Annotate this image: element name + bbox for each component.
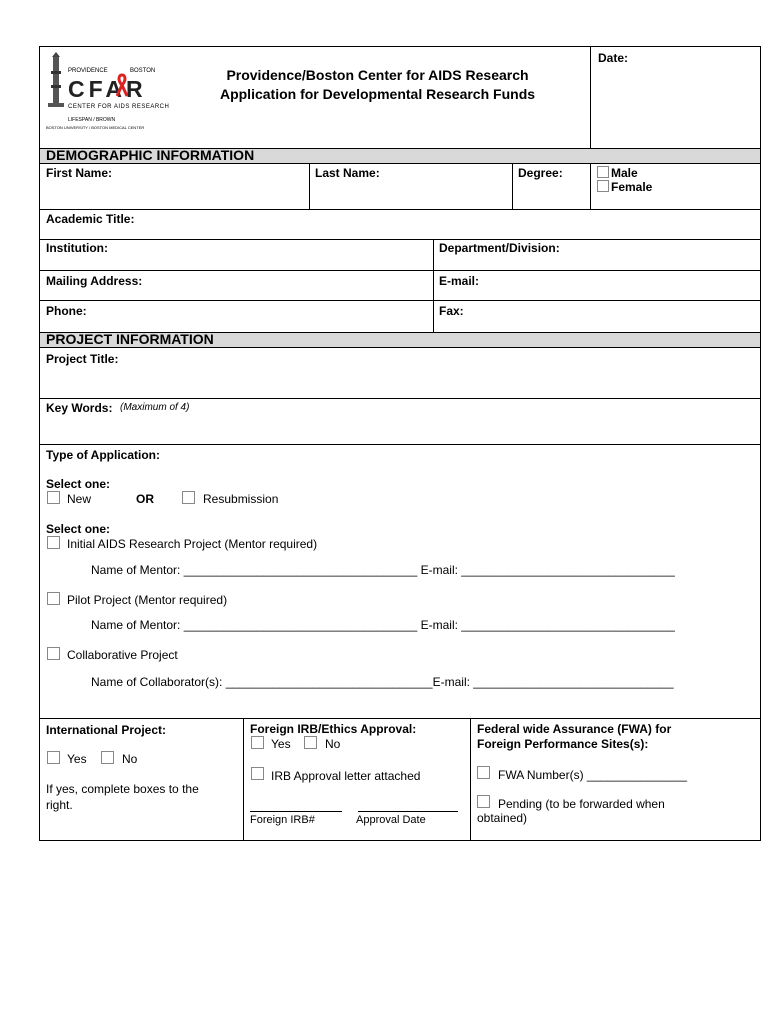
international-no-label: No: [122, 752, 138, 766]
fwa-label-line1: Federal wide Assurance (FWA) for: [477, 722, 672, 736]
approval-date-label: Approval Date: [356, 814, 426, 826]
international-yes-checkbox[interactable]: [47, 751, 60, 764]
international-yes-label: Yes: [67, 752, 87, 766]
collaborative-project-checkbox[interactable]: [47, 647, 60, 660]
international-note: If yes, complete boxes to the right.: [46, 782, 199, 812]
international-no-checkbox[interactable]: [101, 751, 114, 764]
irb-yes-checkbox[interactable]: [251, 736, 264, 749]
form-title-line2: Application for Developmental Research Funds: [219, 86, 536, 102]
logo-line2: BOSTON UNIVERSITY / BOSTON MEDICAL CENTER: [46, 125, 145, 130]
fwa-number-label[interactable]: FWA Number(s) _______________: [498, 768, 687, 782]
female-label: Female: [611, 180, 653, 194]
cfar-logo: [44, 51, 170, 133]
divider: [512, 163, 513, 210]
select-one-label: Select one:: [46, 477, 111, 491]
logo-left-text: PROVIDENCE: [68, 68, 108, 74]
collaborative-project-label: Collaborative Project: [67, 648, 178, 662]
pilot-project-label: Pilot Project (Mentor required): [67, 593, 228, 607]
irb-approval-label: Foreign IRB/Ethics Approval:: [250, 722, 417, 736]
select-one-label-2: Select one:: [46, 522, 111, 536]
initial-project-checkbox[interactable]: [47, 536, 60, 549]
pending-checkbox[interactable]: [477, 795, 490, 808]
foreign-irb-number-field[interactable]: [250, 811, 342, 812]
last-name-label[interactable]: Last Name:: [315, 166, 380, 180]
divider: [470, 718, 471, 841]
fwa-number-checkbox[interactable]: [477, 766, 490, 779]
divider: [40, 270, 760, 271]
divider: [40, 239, 760, 240]
male-checkbox[interactable]: [597, 166, 609, 178]
approval-date-field[interactable]: [358, 811, 458, 812]
new-label: New: [67, 492, 92, 506]
collaborators-line[interactable]: Name of Collaborator(s): _______________________________E-mail: ______________________________: [91, 675, 674, 689]
irb-yes-label: Yes: [271, 737, 291, 751]
mailing-address-label[interactable]: Mailing Address:: [46, 274, 143, 288]
divider: [243, 718, 244, 841]
date-divider: [590, 47, 591, 148]
institution-label[interactable]: Institution:: [46, 241, 108, 255]
type-of-application-label: Type of Application:: [46, 448, 160, 462]
divider: [40, 300, 760, 301]
divider: [40, 718, 760, 719]
department-label[interactable]: Department/Division:: [439, 241, 560, 255]
pending-label-line2: obtained): [477, 811, 528, 825]
pending-label: Pending (to be forwarded when: [498, 797, 665, 811]
academic-title-label[interactable]: Academic Title:: [46, 212, 135, 226]
divider: [590, 163, 591, 210]
logo-right-text: BOSTON: [130, 68, 156, 74]
logo-brand: CFAR: [68, 76, 147, 102]
divider: [433, 239, 434, 332]
key-words-label[interactable]: Key Words:: [46, 401, 113, 415]
irb-letter-checkbox[interactable]: [251, 767, 264, 780]
logo-subtitle: CENTER FOR AIDS RESEARCH: [68, 104, 170, 110]
application-form: [39, 46, 761, 841]
divider: [40, 398, 760, 399]
pilot-project-checkbox[interactable]: [47, 592, 60, 605]
divider: [309, 163, 310, 210]
divider: [40, 209, 760, 210]
resubmission-checkbox[interactable]: [182, 491, 195, 504]
mentor-1-line[interactable]: Name of Mentor: ___________________________________ E-mail: ________________________________: [91, 563, 675, 577]
mentor-2-line[interactable]: Name of Mentor: ___________________________________ E-mail: ________________________________: [91, 618, 675, 632]
new-checkbox[interactable]: [47, 491, 60, 504]
female-checkbox[interactable]: [597, 180, 609, 192]
or-label: OR: [136, 492, 154, 506]
phone-label[interactable]: Phone:: [46, 304, 87, 318]
date-label[interactable]: Date:: [598, 51, 629, 65]
foreign-irb-number-label: Foreign IRB#: [250, 814, 315, 826]
email-label[interactable]: E-mail:: [439, 274, 480, 288]
irb-no-checkbox[interactable]: [304, 736, 317, 749]
fwa-label-line2: Foreign Performance Sites(s):: [477, 737, 649, 751]
key-words-note: (Maximum of 4): [120, 402, 190, 413]
logo-line1: LIFESPAN / BROWN: [68, 117, 116, 123]
male-label: Male: [611, 166, 638, 180]
irb-no-label: No: [325, 737, 341, 751]
ribbon-icon: [116, 73, 128, 97]
degree-label[interactable]: Degree:: [518, 166, 563, 180]
project-section-header: [40, 332, 760, 348]
irb-letter-label: IRB Approval letter attached: [271, 769, 421, 783]
resubmission-label: Resubmission: [203, 492, 279, 506]
demographic-section-title: DEMOGRAPHIC INFORMATION: [46, 147, 255, 163]
demographic-section-header: [40, 148, 760, 164]
form-title-line1: Providence/Boston Center for AIDS Research: [226, 67, 529, 83]
international-project-label: International Project:: [46, 723, 167, 737]
initial-project-label: Initial AIDS Research Project (Mentor required): [67, 537, 318, 551]
divider: [40, 444, 760, 445]
project-section-title: PROJECT INFORMATION: [46, 331, 214, 347]
project-title-label[interactable]: Project Title:: [46, 352, 119, 366]
fax-label[interactable]: Fax:: [439, 304, 464, 318]
first-name-label[interactable]: First Name:: [46, 166, 113, 180]
